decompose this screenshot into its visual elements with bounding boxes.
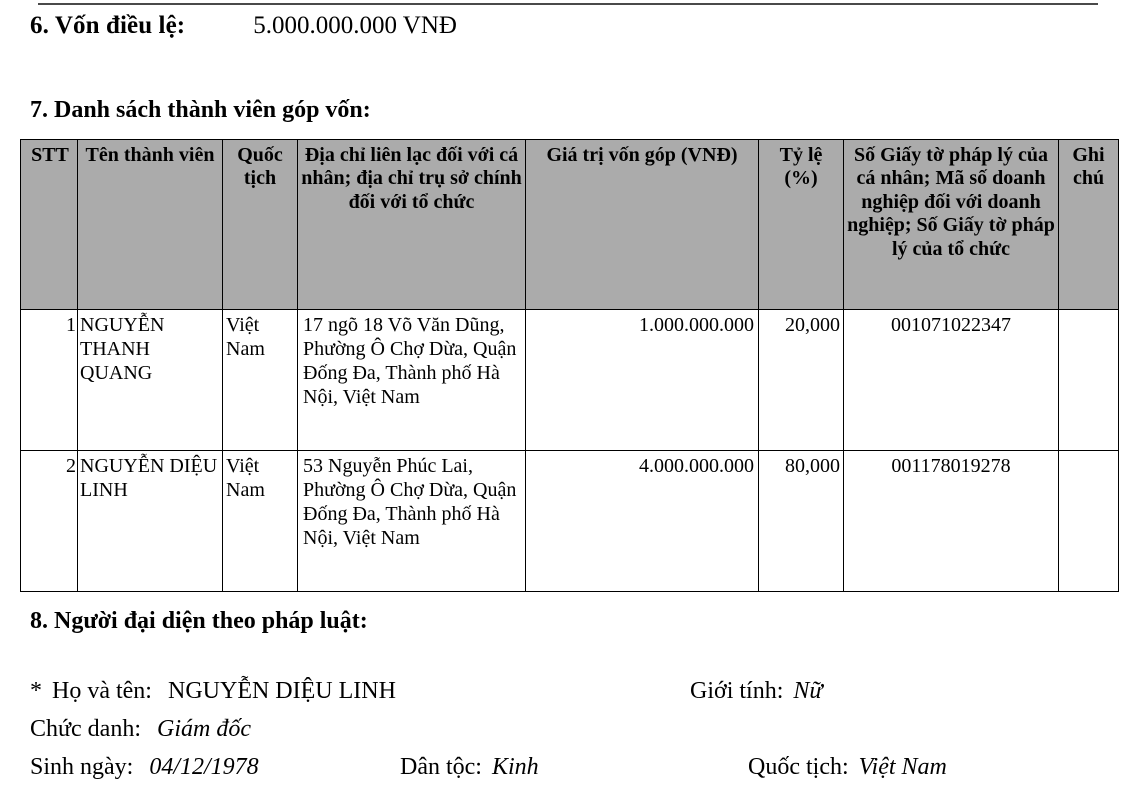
cell-member-name: NGUYỄN THANH QUANG [78,310,223,451]
cell-nationality: Việt Nam [223,310,298,451]
section-6-value: 5.000.000.000 VNĐ [253,12,457,39]
rep-birth-date-label: Sinh ngày: [30,754,134,780]
rep-full-name-group [30,678,396,705]
rep-gender-label: Giới tính: [690,678,784,704]
column-header-note: Ghi chú [1059,140,1119,310]
cell-stt: 2 [21,451,78,592]
column-header-address: Địa chỉ liên lạc đối với cá nhân; địa chỉ trụ sở chính đối với tổ chức [298,140,526,310]
header-divider-rule [38,3,1098,5]
table-row [21,310,1119,451]
column-header-stt: STT [21,140,78,310]
rep-birth-date-value: 04/12/1978 [149,754,259,780]
rep-birth-date-group [30,754,259,781]
rep-position-label: Chức danh: [30,716,141,742]
cell-note [1059,451,1119,592]
column-header-capital-value: Giá trị vốn góp (VNĐ) [526,140,759,310]
cell-note [1059,310,1119,451]
column-header-nationality: Quốc tịch [223,140,298,310]
column-header-member-name: Tên thành viên [78,140,223,310]
rep-full-name-label: Họ và tên: [52,678,152,704]
section-8-title: 8. Người đại diện theo pháp luật: [30,608,368,634]
cell-nationality: Việt Nam [223,451,298,592]
rep-line-birth-ethnicity-nationality [30,754,1120,792]
rep-gender-group [690,678,822,705]
cell-address: 53 Nguyễn Phúc Lai, Phường Ô Chợ Dừa, Quận Đống Đa, Thành phố Hà Nội, Việt Nam [298,451,526,592]
table-row [21,451,1119,592]
cell-capital-value: 1.000.000.000 [526,310,759,451]
cell-ratio: 80,000 [759,451,844,592]
rep-nationality-label: Quốc tịch: [748,754,849,780]
capital-members-table [20,139,1119,592]
section-6-label: 6. Vốn điều lệ: [30,12,186,39]
rep-ethnicity-value: Kinh [491,754,539,780]
table-header-row [21,140,1119,310]
column-header-ratio: Tỷ lệ (%) [759,140,844,310]
rep-ethnicity-group [400,754,539,781]
cell-stt: 1 [21,310,78,451]
rep-full-name-value: NGUYỄN DIỆU LINH [167,678,396,704]
rep-ethnicity-label: Dân tộc: [400,754,482,780]
cell-legal-document-number: 001178019278 [844,451,1059,592]
section-6-charter-capital [30,12,1110,46]
cell-ratio: 20,000 [759,310,844,451]
section-7-title: 7. Danh sách thành viên góp vốn: [30,97,371,123]
rep-position-group [30,716,251,743]
required-star: * [30,678,42,704]
cell-capital-value: 4.000.000.000 [526,451,759,592]
rep-line-name-gender [30,678,1120,716]
legal-representative-block [30,678,1120,792]
cell-legal-document-number: 001071022347 [844,310,1059,451]
cell-member-name: NGUYỄN DIỆU LINH [78,451,223,592]
rep-nationality-group [748,754,947,781]
rep-position-value: Giám đốc [157,716,251,742]
rep-nationality-value: Việt Nam [858,754,947,780]
cell-address: 17 ngõ 18 Võ Văn Dũng, Phường Ô Chợ Dừa, Quận Đống Đa, Thành phố Hà Nội, Việt Nam [298,310,526,451]
rep-line-position [30,716,1120,754]
column-header-legal-document-number: Số Giấy tờ pháp lý của cá nhân; Mã số doanh nghiệp đối với doanh nghiệp; Số Giấy tờ pháp lý của tổ chức [844,140,1059,310]
rep-gender-value: Nữ [793,678,823,704]
